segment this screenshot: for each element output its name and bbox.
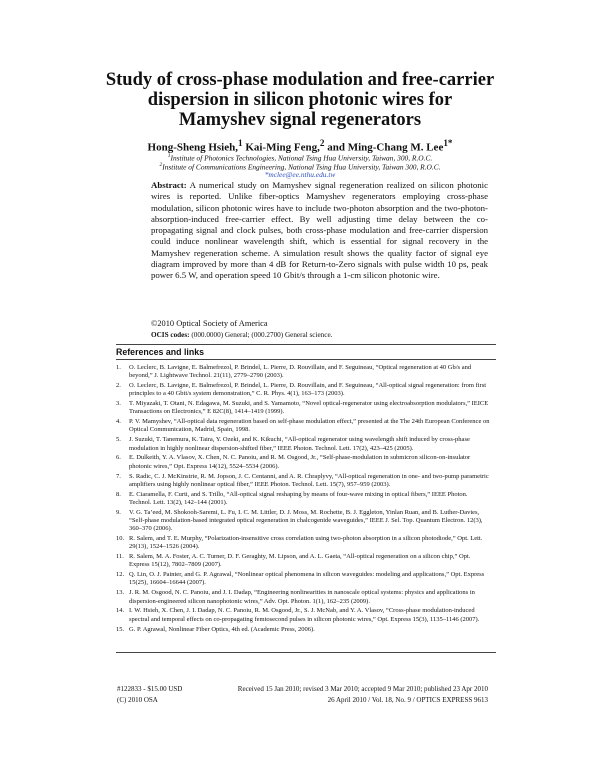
reference-number: 5.: [116, 436, 121, 444]
reference-item: [116, 436, 491, 452]
title-line: Study of cross-phase modulation and free-carrier: [105, 70, 495, 90]
divider: [116, 359, 496, 360]
author-affiliation-mark: 1: [237, 138, 243, 148]
reference-number: 4.: [116, 418, 121, 426]
reference-number: 14.: [116, 607, 125, 615]
reference-number: 2.: [116, 382, 121, 390]
reference-text: R. Salem, M. A. Foster, A. C. Turner, D. F. Geraghty, M. Lipson, and A. L. Gaeta, “All-optical regeneration on a silicon chip,” Opt. Express 15(12), 7802–7809 (2007).: [129, 553, 471, 569]
reference-text: R. Salem, and T. E. Murphy, “Polarization-insensitive cross correlation using two-photon absorption in a silicon photodiode,” Opt. Lett. 29(13), 1524–1526 (2004).: [129, 535, 483, 551]
title-line: dispersion in silicon photonic wires for: [147, 90, 453, 110]
reference-item: [116, 491, 491, 507]
reference-text: J. Suzuki, T. Tanemura, K. Taira, Y. Ozeki, and K. Kikuchi, “All-optical regenerator using wavelength shift induced by cross-phase modulation in highly nonlinear dispersion-shifted fiber,” IEEE Photon. Technol. Lett. 17(2), 423–425 (2005).: [129, 436, 470, 452]
reference-number: 7.: [116, 472, 121, 480]
author-name: and Ming-Chang M. Lee: [324, 141, 444, 154]
paper-title: [60, 70, 540, 130]
ocis-codes: [151, 331, 332, 340]
author-email-link[interactable]: *mclee@ee.nthu.edu.tw: [264, 170, 336, 179]
footer-price: #122833 - $15.00 USD: [117, 685, 183, 693]
affiliation-2: $^2$Institute of Communications Engineering, National Tsing Hua University, Taiwan 300, R.O.C.: [159, 162, 441, 172]
reference-number: 8.: [116, 490, 121, 498]
reference-text: T. Miyazaki, T. Otani, N. Edagawa, M. Suzuki, and S. Yamamoto, “Novel optical-regenerator using electroabsorption modulators,” IEICE Transactions on Electronics,” E 82C(8), 1414–1419 (1999).: [129, 400, 489, 416]
reference-text: Q. Lin, O. J. Painter, and G. P. Agrawal, “Nonlinear optical phenomena in silicon waveguides: modeling and applications,” Opt. Express 15(25), 16604–16644 (2007).: [129, 571, 485, 587]
ocis-text: (000.0000) General; (000.2700) General science.: [189, 331, 333, 339]
reference-number: 15.: [116, 625, 125, 633]
reference-number: 6.: [116, 454, 121, 462]
divider: [116, 652, 496, 653]
reference-text: P. V. Mamyshev, “All-optical data regeneration based on self-phase modulation effect,” presented at the The 24th European Conference on Optical Communication, Madrid, Spain, 1998.: [129, 418, 490, 434]
reference-number: 3.: [116, 400, 121, 408]
author-name: Kai-Ming Feng,: [242, 141, 320, 154]
reference-item: [116, 418, 491, 434]
footer-received-dates: Received 15 Jan 2010; revised 3 Mar 2010; accepted 9 Mar 2010; published 23 Apr 2010: [237, 685, 488, 693]
reference-text: S. Radic, C. J. McKinstrie, R. M. Jopson, J. C. Centanni, and A. R. Chraplyvy, “All-optical regeneration in one- and two-pump parametric amplifiers using highly nonlinear optical fiber,” IEEE Photon. Technol. Lett. 15(7), 957–959 (2003).: [129, 472, 489, 488]
reference-item: [116, 364, 491, 380]
copyright-notice: ©2010 Optical Society of America: [151, 319, 268, 328]
abstract-text: A numerical study on Mamyshev signal regeneration realized on silicon photonic wires is reported. Unlike fiber-optics Mamyshev regenerators employing cross-phase modulation, silicon photonic wires have to include two-photon absorption and the two-photon-absorption-induced free-carrier effect. By well adjusting time delay between the co-propagating signal and clock pulses, both cross-phase modulation and free-carrier dispersion could induce nonlinear wavelength shift, which is essential for signal recovery in the Mamyshev regeneration scheme. A simulation result shows the quality factor of signal eye diagram improved by more than 4 dB for Return-to-Zero signals with pulse width 10 ps, peak power 6.5 W, and operation speed 10 Gbit/s through a 1-cm silicon photonic wire.: [151, 180, 488, 281]
reference-text: G. P. Agrawal, Nonlinear Fiber Optics, 4th ed. (Academic Press, 2006).: [129, 625, 315, 633]
references-heading: References and links: [116, 347, 205, 357]
reference-text: V. G. Ta’eed, M. Shokooh-Saremi, L. Fu, I. C. M. Littler, D. J. Moss, M. Rochette, B. J. Eggleton, Yinlan Ruan, and B. Luther-Davies, “Self-phase modulation-based integrated optical regeneration in chalcogenide waveguides,” IEEE J. Sel. Top. Quantum Electron. 12(3), 360–370 (2006).: [129, 508, 483, 533]
reference-item: [116, 553, 491, 569]
reference-text: E. Ciaramella, F. Curti, and S. Trillo, “All-optical signal reshaping by means of four-wave mixing in optical fibers,” IEEE Photon. Technol. Lett. 13(2), 142–144 (2001).: [129, 490, 468, 506]
reference-item: [116, 589, 491, 605]
divider: [116, 344, 496, 345]
reference-number: 12.: [116, 571, 125, 579]
reference-text: O. Leclerc, B. Lavigne, E. Balmefrezol, P. Brindel, L. Pierre, D. Rouvillain, and F. Seguineau, “Optical regeneration at 40 Gb/s and beyond,” J. Lightwave Technol. 21(11), 2779–2790 (2003).: [129, 364, 472, 380]
reference-text: O. Leclerc, B. Lavigne, E. Balmefrezol, P. Brindel, L. Pierre, D. Rouvillain, and F. Seguineau, “All-optical signal regeneration: from first principles to a 40 Gbit/s system demonstration,” C. R. Phys. 4(1), 163–173 (2003).: [129, 382, 487, 398]
reference-item: [116, 626, 491, 634]
abstract-label: Abstract:: [151, 180, 187, 190]
abstract: [151, 180, 488, 282]
footer-journal-info: 26 April 2010 / Vol. 18, No. 9 / OPTICS EXPRESS 9613: [327, 696, 488, 704]
author-affiliation-mark: 2: [319, 138, 325, 148]
footer-copyright: (C) 2010 OSA: [117, 696, 158, 704]
title-line: Mamyshev signal regenerators: [178, 110, 422, 130]
reference-item: [116, 382, 491, 398]
reference-number: 11.: [116, 553, 124, 561]
ocis-label: OCIS codes:: [151, 331, 190, 339]
reference-item: [116, 454, 491, 470]
reference-item: [116, 535, 491, 551]
reference-item: [116, 473, 491, 489]
reference-item: [116, 400, 491, 416]
reference-number: 10.: [116, 535, 125, 543]
reference-item: [116, 571, 491, 587]
reference-text: I. W. Hsieh, X. Chen, J. I. Dadap, N. C. Panoiu, R. M. Osgood, Jr., S. J. McNab, and Y. A. Vlasov, “Cross-phase modulation-induced spectral and temporal effects on co-propagating femtosecond pulses in silicon photonic wires,” Opt. Express 15(3), 1135–1146 (2007).: [129, 607, 480, 623]
reference-number: 1.: [116, 364, 121, 371]
author-name: Hong-Sheng Hsieh,: [147, 141, 238, 154]
affiliation-1: $^1$Institute of Photonics Technologies, National Tsing Hua University, Taiwan, 300, R.O.C.: [167, 153, 433, 163]
reference-number: 13.: [116, 589, 125, 597]
reference-item: [116, 509, 491, 534]
reference-text: E. Dulkeith, Y. A. Vlasov, X. Chen, N. C. Panoiu, and R. M. Osgood, Jr., “Self-phase-modulation in submicron silicon-on-insulator photonic wires,” Opt. Express 14(12), 5524–5534 (2006).: [129, 454, 471, 470]
reference-list: [116, 364, 491, 635]
author-affiliation-mark: 1*: [443, 138, 453, 148]
reference-text: J. R. M. Osgood, N. C. Panoiu, and J. I. Dadap, “Engineering nonlinearities in nanoscale optical systems: physics and applications in dispersion-engineered silicon nanophotonic wires,” Adv. Opt. Photon. 1(1), 162–235 (2009).: [129, 589, 475, 605]
reference-number: 9.: [116, 508, 121, 516]
reference-item: [116, 607, 491, 623]
